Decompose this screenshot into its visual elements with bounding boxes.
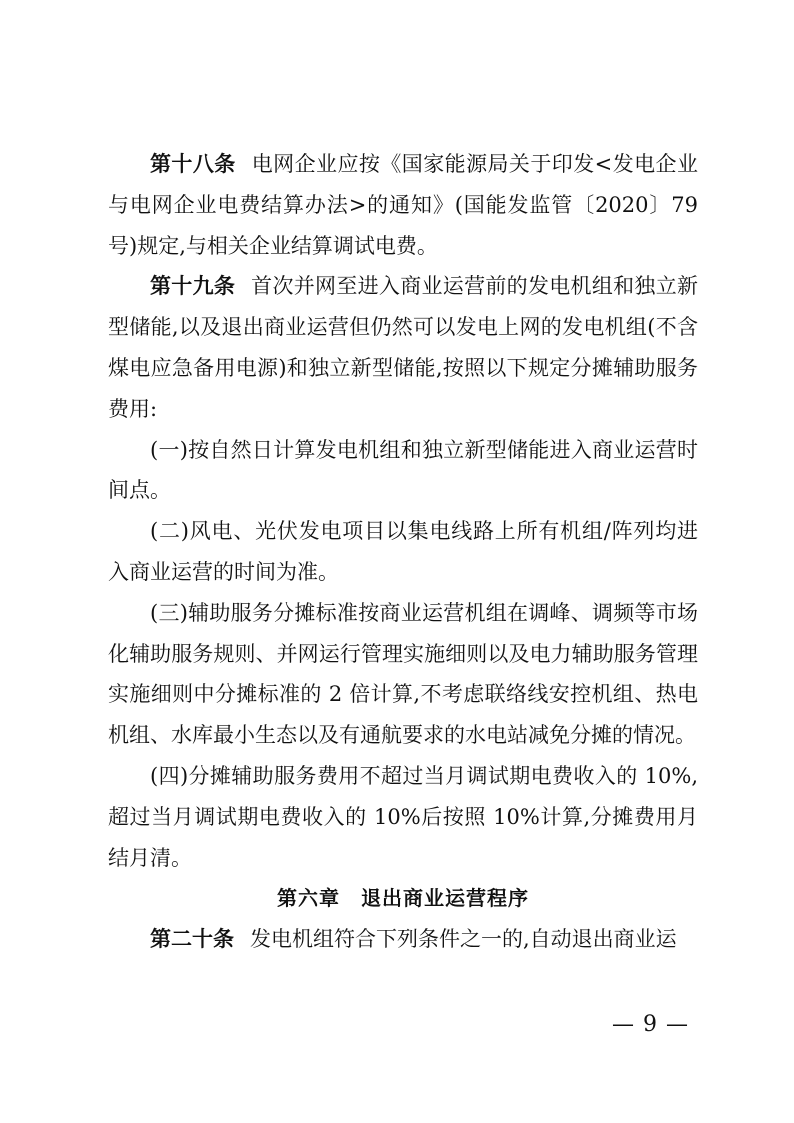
article-19-text: 首次并网至进入商业运营前的发电机组和独立新型储能,以及退出商业运营但仍然可以发电上网的发电机组(不含煤电应急备用电源)和独立新型储能,按照以下规定分摊辅助服务费用:: [108, 274, 699, 421]
article-19-item-3: (三)辅助服务分摊标准按商业运营机组在调峰、调频等市场化辅助服务规则、并网运行管理实施细则以及电力辅助服务管理实施细则中分摊标准的 2 倍计算,不考虑联络线安控机组、热电机组、水库最小生态以及有通航要求的水电站减免分摊的情况。: [108, 600, 698, 748]
article-19-item-2: (二)风电、光伏发电项目以集电线路上所有机组/阵列均进入商业运营的时间为准。: [108, 519, 698, 584]
article-19-item-1: (一)按自然日计算发电机组和独立新型储能进入商业运营时间点。: [108, 437, 698, 503]
article-20-label: 第二十条: [150, 927, 234, 952]
article-18-paragraph: [108, 144, 698, 266]
article-19-label: 第十九条: [150, 274, 236, 299]
article-19-paragraph: [108, 266, 698, 429]
document-body: [108, 144, 698, 960]
article-20-text: 发电机组符合下列条件之一的,自动退出商业运: [250, 927, 677, 952]
article-19-item-4: (四)分摊辅助服务费用不超过当月调试期电费收入的 10%,超过当月调试期电费收入的 10%后按照 10%计算,分摊费用月结月清。: [108, 763, 698, 870]
article-18-label: 第十八条: [150, 152, 236, 176]
article-18-text: 电网企业应按《国家能源局关于印发<发电企业与电网企业电费结算办法>的通知》(国能发监管〔2020〕79 号)规定,与相关企业结算调试电费。: [108, 152, 698, 258]
article-20-paragraph: [108, 919, 698, 960]
page-number: — 9 —: [612, 1012, 689, 1037]
chapter-6-heading: 第六章 退出商业运营程序: [277, 886, 529, 911]
